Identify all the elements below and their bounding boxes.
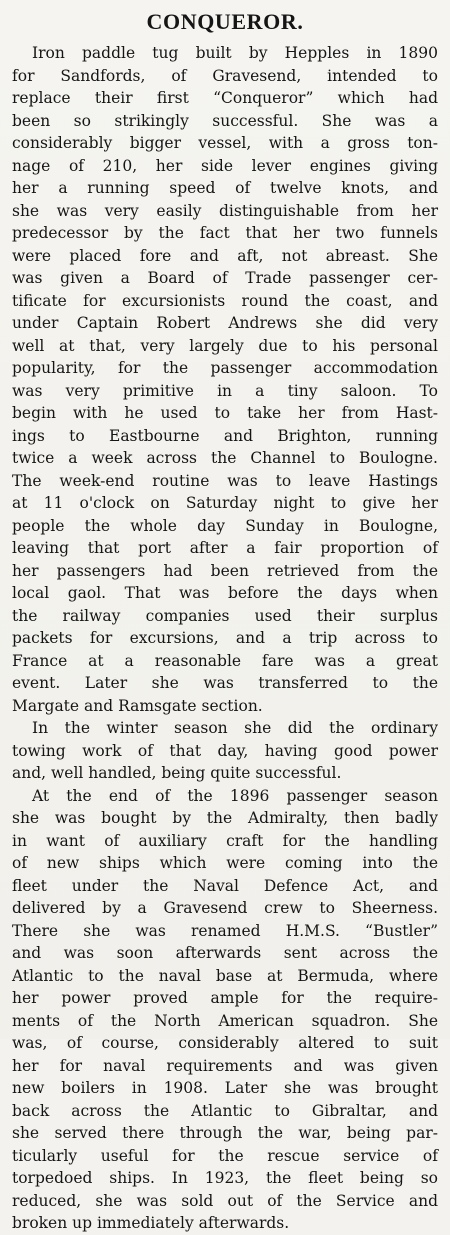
text-line: the railway companies used their surplus xyxy=(12,606,438,625)
text-line: and, well handled, being quite successful. xyxy=(12,764,342,782)
text-line: towing work of that day, having good power xyxy=(12,741,438,760)
text-line: people the whole day Sunday in Boulogne, xyxy=(12,516,438,535)
text-line: was, of course, considerably altered to suit xyxy=(12,1034,438,1052)
text-line: nage of 210, her side lever engines giving xyxy=(12,156,438,175)
text-line: she was bought by the Admiralty, then badly xyxy=(12,809,438,827)
text-line: local gaol. That was before the days when xyxy=(12,584,438,602)
text-line: The week-end routine was to leave Hastings xyxy=(12,471,438,490)
text-line: back across the Atlantic to Gibraltar, and xyxy=(12,1101,438,1120)
paragraph-text xyxy=(12,717,438,785)
text-line: she served there through the war, being par- xyxy=(12,1124,438,1142)
text-line: her passengers had been retrieved from the xyxy=(12,561,438,580)
text-line: ings to Eastbourne and Brighton, running xyxy=(12,426,438,445)
text-line: packets for excursions, and a trip across to xyxy=(12,629,438,647)
text-line: new boilers in 1908. Later she was brought xyxy=(12,1079,438,1097)
text-line: Atlantic to the naval base at Bermuda, where xyxy=(12,966,438,985)
text-line: tificate for excursionists round the coast, and xyxy=(12,291,438,310)
text-line: at 11 o'clock on Saturday night to give her xyxy=(12,494,438,512)
text-line: she was very easily distinguishable from her xyxy=(12,201,438,220)
text-line: event. Later she was transferred to the xyxy=(12,674,438,692)
text-line: were placed fore and aft, not abreast. She xyxy=(12,246,438,265)
text-line: and was soon afterwards sent across the xyxy=(12,944,438,962)
paragraph xyxy=(12,785,438,1235)
text-line: reduced, she was sold out of the Service and xyxy=(12,1191,438,1210)
text-line: was very primitive in a tiny saloon. To xyxy=(12,381,438,400)
text-line: At the end of the 1896 passenger season xyxy=(32,786,438,805)
text-line: There she was renamed H.M.S. “Bustler” xyxy=(12,921,438,940)
text-line: In the winter season she did the ordinary xyxy=(32,719,438,737)
paragraph-text xyxy=(12,42,438,717)
text-line: twice a week across the Channel to Boulogne. xyxy=(12,449,438,467)
text-line: well at that, very largely due to his personal xyxy=(12,336,438,355)
text-line: Margate and Ramsgate section. xyxy=(12,696,263,715)
text-line: been so strikingly successful. She was a xyxy=(12,111,438,130)
text-line: was given a Board of Trade passenger cer- xyxy=(12,269,438,287)
text-line: her for naval requirements and was given xyxy=(12,1056,438,1075)
text-line: her power proved ample for the require- xyxy=(12,989,438,1007)
paragraph xyxy=(12,42,438,717)
paragraph xyxy=(12,717,438,785)
text-line: popularity, for the passenger accommodation xyxy=(12,359,438,377)
text-line: fleet under the Naval Defence Act, and xyxy=(12,876,438,895)
text-line: ticularly useful for the rescue service of xyxy=(12,1146,438,1165)
article-body xyxy=(12,42,438,1235)
text-line: predecessor by the fact that her two funnels xyxy=(12,224,438,242)
text-line: delivered by a Gravesend crew to Sheerness. xyxy=(12,899,438,917)
paragraph-text xyxy=(12,785,438,1235)
text-line: Iron paddle tug built by Hepples in 1890 xyxy=(32,44,438,62)
text-line: of new ships which were coming into the xyxy=(12,854,438,872)
text-line: broken up immediately afterwards. xyxy=(12,1214,290,1232)
text-line: begin with he used to take her from Hast- xyxy=(12,404,438,422)
article-title: CONQUEROR. xyxy=(146,9,304,34)
text-line: ments of the North American squadron. She xyxy=(12,1011,438,1030)
text-line: torpedoed ships. In 1923, the fleet being so xyxy=(12,1169,438,1187)
text-line: her a running speed of twelve knots, and xyxy=(12,179,438,197)
text-line: considerably bigger vessel, with a gross ton- xyxy=(12,134,438,152)
text-line: in want of auxiliary craft for the handling xyxy=(12,831,438,850)
text-line: leaving that port after a fair proportion of xyxy=(12,539,438,557)
text-line: replace their first “Conqueror” which had xyxy=(12,89,438,107)
text-line: under Captain Robert Andrews she did very xyxy=(12,314,438,332)
text-line: for Sandfords, of Gravesend, intended to xyxy=(12,66,438,85)
text-line: France at a reasonable fare was a great xyxy=(12,651,438,670)
